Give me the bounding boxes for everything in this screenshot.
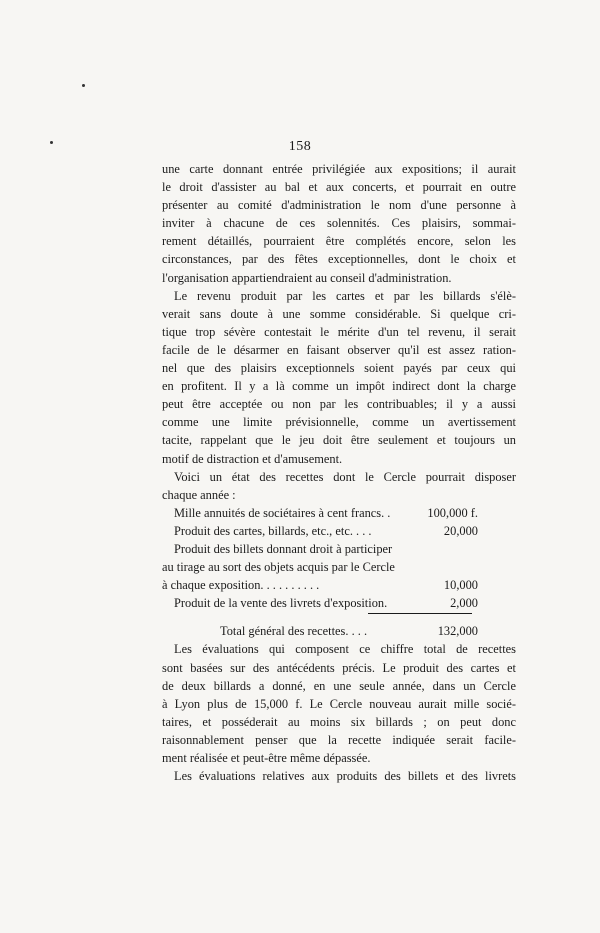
text-line: facile de le désarmer en faisant observer qu'il est assez ration-	[162, 342, 516, 357]
paragraph-5	[162, 767, 516, 785]
text-line: rement détaillés, pourraient être complétés encore, selon les	[162, 234, 516, 249]
receipt-amount: 20,000	[443, 523, 478, 538]
text-line: comme une limite prévisionnelle, comme un avertissement	[162, 415, 516, 430]
receipt-label: Produit de la vente des livrets d'exposition.	[174, 596, 388, 611]
receipt-label: Mille annuités de sociétaires à cent francs. .	[174, 505, 391, 520]
receipts-table	[162, 504, 516, 641]
receipt-amount: 10,000	[443, 578, 478, 593]
text-line: Voici un état des recettes dont le Cercle pourrait disposer	[174, 469, 516, 484]
paragraph-3	[162, 468, 516, 504]
paragraph-2	[162, 287, 516, 468]
receipt-label: Produit des billets donnant droit à participer	[174, 541, 393, 556]
text-line: en profitent. Il y a là comme un impôt indirect dont la charge	[162, 379, 516, 394]
text-line: verait sans doute à une somme considérable. Si quelque cri-	[162, 306, 516, 321]
text-line: motif de distraction et d'amusement.	[162, 451, 343, 466]
text-line: ment réalisée et peut-être même dépassée.	[162, 751, 371, 765]
text-line: de deux billards a donné, en une seule année, dans un Cercle	[162, 678, 516, 693]
margin-speck-top	[82, 84, 85, 87]
text-line: l'organisation appartiendraient au conseil d'administration.	[162, 270, 452, 285]
text-line: chaque année :	[162, 487, 236, 502]
text-line: sont basées sur des antécédents précis. Le produit des cartes et	[162, 660, 516, 675]
text-line: Les évaluations relatives aux produits des billets et des livrets	[174, 769, 516, 784]
text-line: circonstances, par des fêtes exceptionnelles, dont le choix et	[162, 252, 516, 267]
text-line: présenter au comité d'administration le nom d'une personne à	[162, 198, 516, 213]
text-line: inviter à chacune de ces solennités. Ces plaisirs, sommai-	[162, 216, 516, 231]
receipt-row	[162, 594, 516, 612]
paragraph-1	[162, 160, 516, 287]
receipt-amount: 100,000 f.	[427, 505, 478, 520]
receipt-row-lead	[162, 558, 516, 576]
receipt-amount: 2,000	[450, 596, 478, 611]
receipt-label: à chaque exposition. . . . . . . . . .	[162, 578, 320, 593]
total-row	[162, 622, 516, 640]
text-line: le droit d'assister au bal et aux concerts, et pourrait en outre	[162, 180, 516, 195]
receipt-row	[162, 576, 516, 594]
paragraph-4	[162, 640, 516, 767]
total-label: Total général des recettes. . . .	[220, 624, 368, 639]
total-amount: 132,000	[437, 624, 478, 639]
text-line: taires, et posséderait au moins six billards ; on peut donc	[162, 714, 516, 729]
text-line: peut être acceptée ou non par les contribuables; il y a aussi	[162, 397, 516, 412]
receipt-label: au tirage au sort des objets acquis par le Cercle	[162, 560, 395, 575]
receipt-row	[162, 522, 516, 540]
text-line: raisonnablement penser que la recette indiquée serait facile-	[162, 732, 516, 747]
text-line: à Lyon plus de 15,000 f. Le Cercle nouveau aurait mille socié-	[162, 696, 516, 711]
receipt-row-lead	[162, 540, 516, 558]
receipt-label: Produit des cartes, billards, etc., etc. . . .	[174, 523, 372, 538]
text-line: une carte donnant entrée privilégiée aux expositions; il aurait	[162, 162, 516, 176]
page-body	[162, 160, 516, 785]
total-rule	[368, 613, 472, 614]
text-line: nel que des plaisirs exceptionnels soient payés par ceux qui	[162, 361, 516, 376]
page-number: 158	[288, 139, 312, 154]
text-line: tacite, rappelant que le jeu doit être seulement et toujours un	[162, 433, 516, 448]
text-line: tique trop sévère contestait le mérite d'un tel revenu, il serait	[162, 324, 516, 339]
text-line: Le revenu produit par les cartes et par les billards s'élè-	[174, 288, 516, 303]
text-line: Les évaluations qui composent ce chiffre total de recettes	[174, 642, 516, 657]
receipt-row	[162, 504, 516, 522]
